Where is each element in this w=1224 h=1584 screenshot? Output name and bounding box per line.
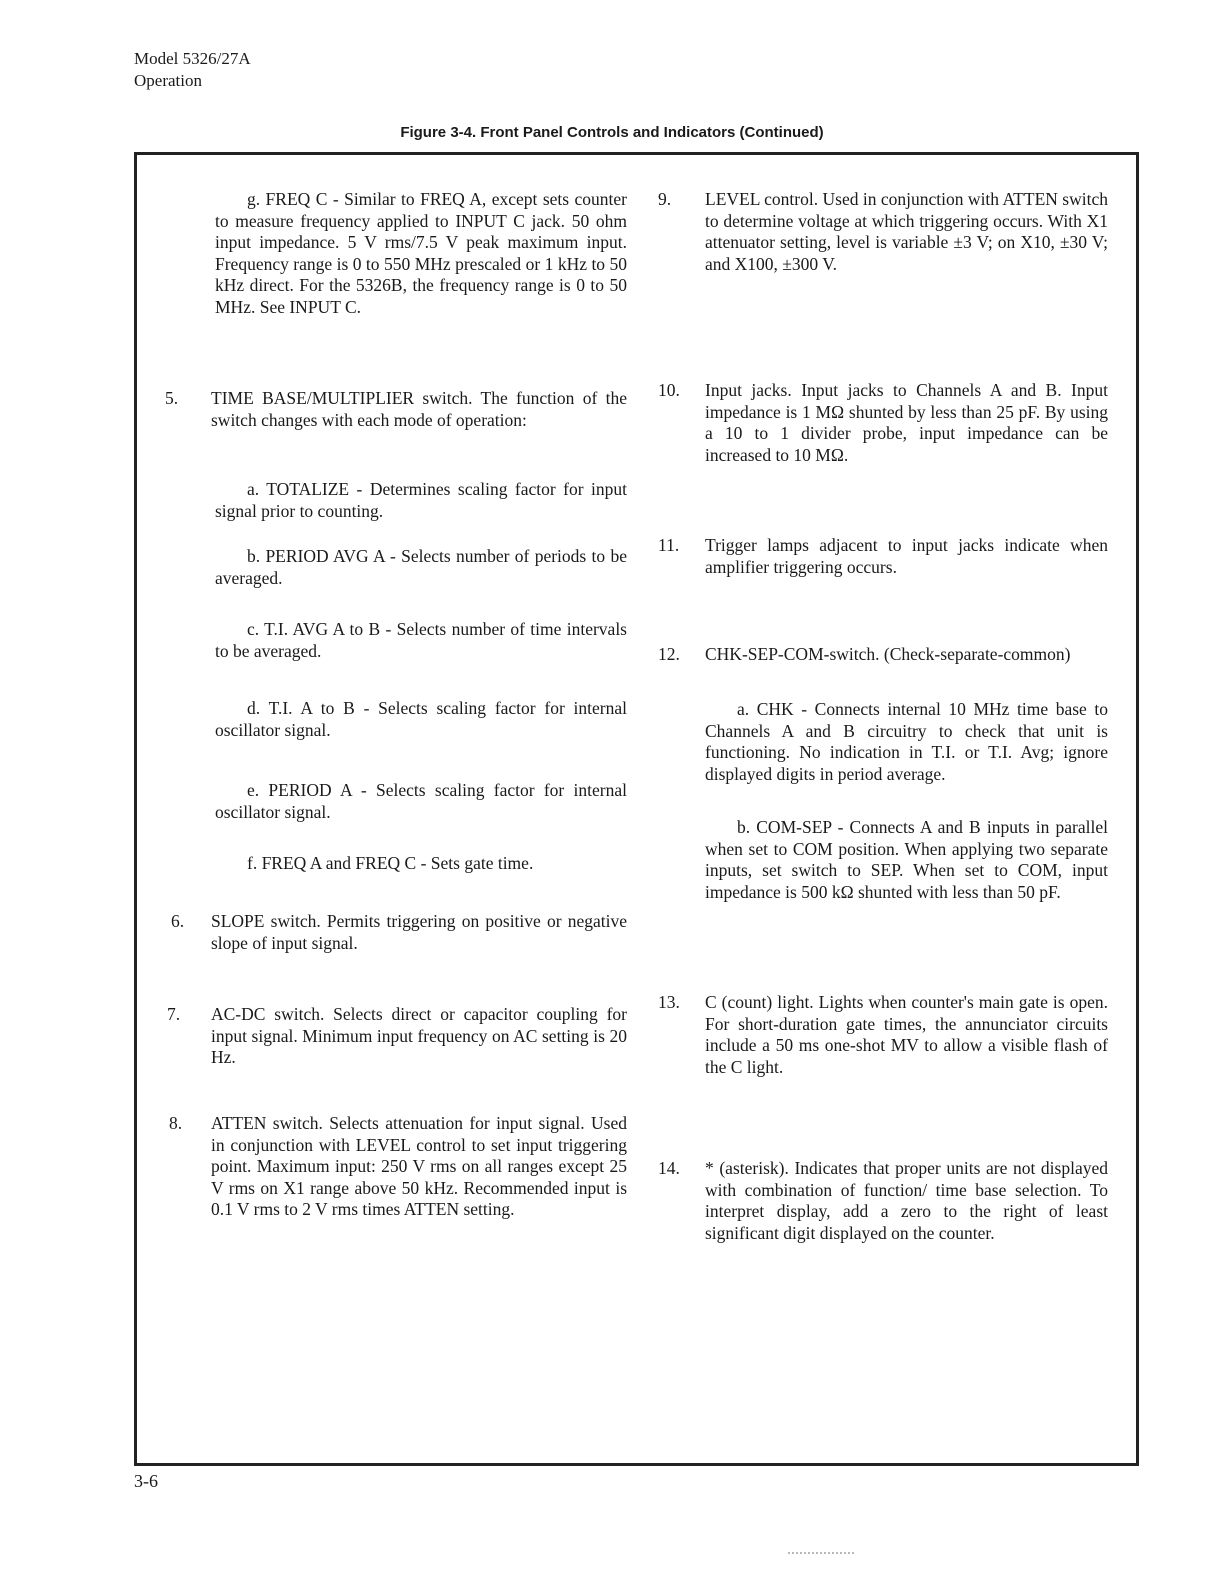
item-4g: g. FREQ C - Similar to FREQ A, except sets counter to measure frequency applied to INPUT C jack. 50 ohm input impedance. 5 V rms/7.5 V peak maximum input. Frequency range is 0 to 550 MHz prescaled or 1 kHz to 50 kHz direct. For the 5326B, the frequency range is 0 to 50 MHz. See INPUT C. [215, 189, 627, 317]
item-10 [640, 380, 1108, 466]
item-number: 13. [658, 992, 680, 1012]
item-text: CHK-SEP-COM-switch. (Check-separate-common) [705, 644, 1071, 664]
scan-smudge [788, 1546, 854, 1554]
item-5a: a. TOTALIZE - Determines scaling factor for input signal prior to counting. [215, 479, 627, 521]
item-number: 11. [658, 535, 680, 555]
item-14 [640, 1158, 1108, 1244]
item-12 [640, 644, 1108, 666]
item-text: ATTEN switch. Selects attenuation for input signal. Used in conjunction with LEVEL control to set input triggering point. Maximum input: 250 V rms on all ranges except 25 V rms on X1 range above 50 kHz. Recommended input is 0.1 V rms to 2 V rms times ATTEN setting. [211, 1113, 627, 1219]
item-text: Trigger lamps adjacent to input jacks indicate when amplifier triggering occurs. [705, 535, 1108, 577]
item-number: 12. [658, 644, 680, 664]
item-number: 10. [658, 380, 680, 400]
page-header [134, 48, 251, 92]
item-9 [640, 189, 1108, 275]
item-13 [640, 992, 1108, 1078]
model-label: Model 5326/27A [134, 49, 251, 68]
item-5d: d. T.I. A to B - Selects scaling factor for internal oscillator signal. [215, 698, 627, 740]
item-text: C (count) light. Lights when counter's main gate is open. For short-duration gate times, the annunciator circuits include a 50 ms one-shot MV to allow a visible flash of the C light. [705, 992, 1108, 1077]
item-text: AC-DC switch. Selects direct or capacitor coupling for input signal. Minimum input frequency on AC setting is 20 Hz. [211, 1004, 627, 1067]
figure-title: Figure 3-4. Front Panel Controls and Indicators (Continued) [400, 124, 824, 141]
figure-frame [134, 152, 1139, 1466]
item-text: * (asterisk). Indicates that proper units are not displayed with combination of function/ time base selection. To interpret display, add a zero to the right of least significant digit displayed on the counter. [705, 1158, 1108, 1243]
item-12a: a. CHK - Connects internal 10 MHz time base to Channels A and B circuitry to check that unit is functioning. No indication in T.I. or T.I. Avg; ignore displayed digits in period average. [705, 699, 1108, 784]
item-text: TIME BASE/MULTIPLIER switch. The function of the switch changes with each mode of operation: [211, 388, 627, 430]
item-5c: c. T.I. AVG A to B - Selects number of time intervals to be averaged. [215, 619, 627, 661]
item-number: 5. [165, 388, 179, 408]
item-11 [640, 535, 1108, 578]
item-number: 14. [658, 1158, 680, 1178]
item-7 [145, 1004, 627, 1069]
item-text: SLOPE switch. Permits triggering on positive or negative slope of input signal. [211, 911, 627, 953]
item-number: 6. [171, 911, 185, 931]
item-5b: b. PERIOD AVG A - Selects number of periods to be averaged. [215, 546, 627, 588]
item-12b: b. COM-SEP - Connects A and B inputs in parallel when set to COM position. When applying two separate inputs, set switch to SEP. When set to COM, input impedance is 500 kΩ shunted with less than 50 pF. [705, 817, 1108, 902]
item-number: 8. [169, 1113, 183, 1133]
section-label: Operation [134, 71, 202, 90]
item-5f: f. FREQ A and FREQ C - Sets gate time. [247, 853, 534, 873]
item-text: Input jacks. Input jacks to Channels A and B. Input impedance is 1 MΩ shunted by less than 25 pF. By using a 10 to 1 divider probe, input impedance can be increased to 10 MΩ. [705, 380, 1108, 465]
item-8 [145, 1113, 627, 1221]
item-text: LEVEL control. Used in conjunction with ATTEN switch to determine voltage at which triggering occurs. With X1 attenuator setting, level is variable ±3 V; on X10, ±30 V; and X100, ±300 V. [705, 189, 1108, 274]
item-6 [145, 911, 627, 954]
page-number: 3-6 [134, 1471, 158, 1491]
item-number: 9. [658, 189, 672, 209]
item-5e: e. PERIOD A - Selects scaling factor for internal oscillator signal. [215, 780, 627, 822]
item-number: 7. [167, 1004, 181, 1024]
item-5 [145, 388, 627, 431]
